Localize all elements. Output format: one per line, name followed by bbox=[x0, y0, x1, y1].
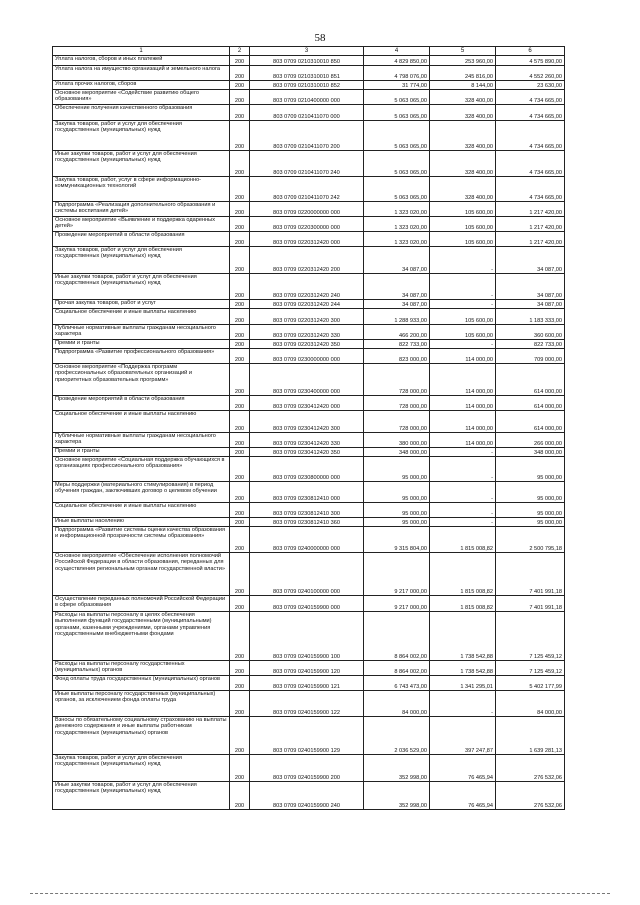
row-remainder-cell: 1 639 281,13 bbox=[496, 717, 565, 755]
row-section-cell: 200 bbox=[230, 482, 250, 503]
row-amount-cell: 34 087,00 bbox=[364, 300, 430, 309]
row-executed-cell: 105 600,00 bbox=[430, 217, 496, 232]
row-code-cell: 803 0709 0240000000 000 bbox=[250, 527, 364, 553]
row-amount-cell: 95 000,00 bbox=[364, 503, 430, 518]
row-amount-cell: 352 998,00 bbox=[364, 755, 430, 782]
table-row bbox=[53, 105, 565, 121]
row-name-cell: Закупка товаров, работ, услуг в сфере информационно-коммуникационных технологий bbox=[53, 177, 230, 202]
column-header: 3 bbox=[250, 47, 364, 56]
row-remainder-cell: 1 217 420,00 bbox=[496, 202, 565, 217]
row-section-cell: 200 bbox=[230, 247, 250, 274]
row-amount-cell: 6 743 473,00 bbox=[364, 676, 430, 691]
row-amount-cell: 380 000,00 bbox=[364, 433, 430, 448]
row-remainder-cell: 84 000,00 bbox=[496, 691, 565, 717]
row-amount-cell: 84 000,00 bbox=[364, 691, 430, 717]
row-section-cell: 200 bbox=[230, 612, 250, 661]
row-remainder-cell: 614 000,00 bbox=[496, 396, 565, 411]
row-section-cell: 200 bbox=[230, 274, 250, 300]
row-code-cell: 803 0709 0240159900 000 bbox=[250, 596, 364, 612]
row-executed-cell: 1 815 008,82 bbox=[430, 596, 496, 612]
table-row bbox=[53, 66, 565, 81]
row-section-cell: 200 bbox=[230, 364, 250, 396]
row-amount-cell: 352 998,00 bbox=[364, 782, 430, 810]
row-section-cell: 200 bbox=[230, 309, 250, 325]
row-executed-cell: 1 738 542,88 bbox=[430, 661, 496, 676]
row-remainder-cell: 266 000,00 bbox=[496, 433, 565, 448]
table-row bbox=[53, 340, 565, 349]
row-code-cell: 803 0709 0240159900 200 bbox=[250, 755, 364, 782]
row-name-cell: Иные закупки товаров, работ и услуг для обеспечения государственных (муниципальных) нужд bbox=[53, 151, 230, 177]
row-section-cell: 200 bbox=[230, 300, 250, 309]
row-section-cell: 200 bbox=[230, 661, 250, 676]
row-remainder-cell: 276 532,06 bbox=[496, 755, 565, 782]
table-row bbox=[53, 232, 565, 247]
row-code-cell: 803 0709 0230812410 300 bbox=[250, 503, 364, 518]
table-row bbox=[53, 151, 565, 177]
row-name-cell: Проведение мероприятий в области образования bbox=[53, 396, 230, 411]
row-remainder-cell: 7 125 459,12 bbox=[496, 612, 565, 661]
row-executed-cell: 76 465,94 bbox=[430, 782, 496, 810]
row-amount-cell: 31 774,00 bbox=[364, 81, 430, 90]
row-name-cell: Основное мероприятие «Содействие развитию общего образования» bbox=[53, 90, 230, 105]
row-executed-cell: 114 000,00 bbox=[430, 411, 496, 433]
row-name-cell: Осуществление переданных полномочий Российской Федерации в сфере образования bbox=[53, 596, 230, 612]
table-row bbox=[53, 553, 565, 596]
page-number: 58 bbox=[314, 32, 326, 44]
row-remainder-cell: 614 000,00 bbox=[496, 411, 565, 433]
row-section-cell: 200 bbox=[230, 691, 250, 717]
row-code-cell: 803 0709 0230812410 000 bbox=[250, 482, 364, 503]
row-executed-cell: 8 144,00 bbox=[430, 81, 496, 90]
row-amount-cell: 95 000,00 bbox=[364, 482, 430, 503]
row-executed-cell: 105 600,00 bbox=[430, 202, 496, 217]
row-remainder-cell: 1 217 420,00 bbox=[496, 232, 565, 247]
row-remainder-cell: 276 532,06 bbox=[496, 782, 565, 810]
row-section-cell: 200 bbox=[230, 396, 250, 411]
row-code-cell: 803 0709 0220312420 300 bbox=[250, 309, 364, 325]
row-amount-cell: 5 063 065,00 bbox=[364, 177, 430, 202]
table-row bbox=[53, 518, 565, 527]
table-row bbox=[53, 177, 565, 202]
table-row bbox=[53, 202, 565, 217]
row-executed-cell: 328 400,00 bbox=[430, 151, 496, 177]
table-row bbox=[53, 349, 565, 364]
row-amount-cell: 9 217 000,00 bbox=[364, 553, 430, 596]
row-name-cell: Иные закупки товаров, работ и услуг для обеспечения государственных (муниципальных) нужд bbox=[53, 782, 230, 810]
row-code-cell: 803 0709 0220312420 330 bbox=[250, 325, 364, 340]
row-name-cell: Иные выплаты населению bbox=[53, 518, 230, 527]
row-remainder-cell: 7 125 459,12 bbox=[496, 661, 565, 676]
row-amount-cell: 822 733,00 bbox=[364, 340, 430, 349]
table-row bbox=[53, 411, 565, 433]
table-row bbox=[53, 121, 565, 151]
table-row bbox=[53, 325, 565, 340]
table-header-row bbox=[53, 47, 565, 56]
row-section-cell: 200 bbox=[230, 457, 250, 482]
row-amount-cell: 4 798 076,00 bbox=[364, 66, 430, 81]
row-section-cell: 200 bbox=[230, 81, 250, 90]
row-name-cell: Уплата прочих налогов, сборов bbox=[53, 81, 230, 90]
row-code-cell: 803 0709 0220312420 200 bbox=[250, 247, 364, 274]
row-name-cell: Основное мероприятие «Обеспечение исполнения полномочий Российской Федерации в области образования, переданных для осуществления региональным органам государственной власти» bbox=[53, 553, 230, 596]
row-amount-cell: 5 063 065,00 bbox=[364, 121, 430, 151]
row-section-cell: 200 bbox=[230, 596, 250, 612]
row-section-cell: 200 bbox=[230, 177, 250, 202]
row-name-cell: Подпрограмма «Развитие системы оценки качества образования и информационной прозрачности системы образования» bbox=[53, 527, 230, 553]
row-remainder-cell: 5 402 177,99 bbox=[496, 676, 565, 691]
row-name-cell: Иные выплаты персоналу государственных (муниципальных) органов, за исключением фонда оплаты труда bbox=[53, 691, 230, 717]
row-amount-cell: 5 063 065,00 bbox=[364, 151, 430, 177]
row-name-cell: Основное мероприятие «Выявление и поддержка одаренных детей» bbox=[53, 217, 230, 232]
row-code-cell: 803 0709 0220312420 000 bbox=[250, 232, 364, 247]
row-remainder-cell: 614 000,00 bbox=[496, 364, 565, 396]
row-remainder-cell: 95 000,00 bbox=[496, 503, 565, 518]
row-section-cell: 200 bbox=[230, 553, 250, 596]
row-section-cell: 200 bbox=[230, 151, 250, 177]
row-name-cell: Премии и гранты bbox=[53, 448, 230, 457]
row-executed-cell: 328 400,00 bbox=[430, 177, 496, 202]
row-code-cell: 803 0709 0220312420 244 bbox=[250, 300, 364, 309]
row-name-cell: Публичные нормативные выплаты гражданам несоциального характера bbox=[53, 433, 230, 448]
table-body bbox=[53, 56, 565, 810]
row-remainder-cell: 348 000,00 bbox=[496, 448, 565, 457]
row-code-cell: 803 0709 0230812410 360 bbox=[250, 518, 364, 527]
row-amount-cell: 728 000,00 bbox=[364, 411, 430, 433]
row-code-cell: 803 0709 0240159900 100 bbox=[250, 612, 364, 661]
row-section-cell: 200 bbox=[230, 349, 250, 364]
row-name-cell: Закупка товаров, работ и услуг для обеспечения государственных (муниципальных) нужд bbox=[53, 247, 230, 274]
row-amount-cell: 348 000,00 bbox=[364, 448, 430, 457]
row-section-cell: 200 bbox=[230, 717, 250, 755]
row-executed-cell: 1 341 295,01 bbox=[430, 676, 496, 691]
row-remainder-cell: 95 000,00 bbox=[496, 457, 565, 482]
row-code-cell: 803 0709 0230412420 350 bbox=[250, 448, 364, 457]
row-code-cell: 803 0709 0240159900 240 bbox=[250, 782, 364, 810]
table-row bbox=[53, 81, 565, 90]
row-executed-cell: - bbox=[430, 691, 496, 717]
row-amount-cell: 728 000,00 bbox=[364, 364, 430, 396]
row-section-cell: 200 bbox=[230, 56, 250, 66]
row-executed-cell: - bbox=[430, 448, 496, 457]
row-remainder-cell: 1 217 420,00 bbox=[496, 217, 565, 232]
row-executed-cell: 1 738 542,88 bbox=[430, 612, 496, 661]
row-remainder-cell: 2 500 795,18 bbox=[496, 527, 565, 553]
table-row bbox=[53, 691, 565, 717]
row-section-cell: 200 bbox=[230, 325, 250, 340]
row-section-cell: 200 bbox=[230, 202, 250, 217]
row-code-cell: 803 0709 0220312420 240 bbox=[250, 274, 364, 300]
row-name-cell: Социальное обеспечение и иные выплаты населению bbox=[53, 503, 230, 518]
row-section-cell: 200 bbox=[230, 782, 250, 810]
table-row bbox=[53, 56, 565, 66]
row-name-cell: Основное мероприятие «Социальная поддержка обучающихся в организациях профессионального образования» bbox=[53, 457, 230, 482]
table-row bbox=[53, 612, 565, 661]
row-code-cell: 803 0709 0220300000 000 bbox=[250, 217, 364, 232]
row-executed-cell: 328 400,00 bbox=[430, 121, 496, 151]
row-executed-cell: - bbox=[430, 300, 496, 309]
row-remainder-cell: 4 734 665,00 bbox=[496, 121, 565, 151]
table-row bbox=[53, 247, 565, 274]
row-section-cell: 200 bbox=[230, 232, 250, 247]
row-remainder-cell: 7 401 991,18 bbox=[496, 553, 565, 596]
row-code-cell: 803 0709 0230000000 000 bbox=[250, 349, 364, 364]
row-name-cell: Расходы на выплаты персоналу государственных (муниципальных) органов bbox=[53, 661, 230, 676]
row-remainder-cell: 822 733,00 bbox=[496, 340, 565, 349]
row-remainder-cell: 95 000,00 bbox=[496, 518, 565, 527]
row-code-cell: 803 0709 0220000000 000 bbox=[250, 202, 364, 217]
row-name-cell: Закупка товаров, работ и услуг для обеспечения государственных (муниципальных) нужд bbox=[53, 121, 230, 151]
row-section-cell: 200 bbox=[230, 433, 250, 448]
row-section-cell: 200 bbox=[230, 105, 250, 121]
row-amount-cell: 823 000,00 bbox=[364, 349, 430, 364]
row-executed-cell: 114 000,00 bbox=[430, 396, 496, 411]
row-executed-cell: - bbox=[430, 457, 496, 482]
row-amount-cell: 8 864 002,00 bbox=[364, 612, 430, 661]
row-remainder-cell: 7 401 991,18 bbox=[496, 596, 565, 612]
row-code-cell: 803 0709 0210400000 000 bbox=[250, 90, 364, 105]
table-row bbox=[53, 274, 565, 300]
row-section-cell: 200 bbox=[230, 676, 250, 691]
row-amount-cell: 1 323 020,00 bbox=[364, 232, 430, 247]
row-remainder-cell: 34 087,00 bbox=[496, 247, 565, 274]
row-executed-cell: 397 247,87 bbox=[430, 717, 496, 755]
row-remainder-cell: 4 734 665,00 bbox=[496, 151, 565, 177]
row-remainder-cell: 4 734 665,00 bbox=[496, 105, 565, 121]
row-amount-cell: 95 000,00 bbox=[364, 518, 430, 527]
row-executed-cell: - bbox=[430, 503, 496, 518]
row-amount-cell: 1 323 020,00 bbox=[364, 217, 430, 232]
row-executed-cell: 76 465,94 bbox=[430, 755, 496, 782]
row-executed-cell: - bbox=[430, 482, 496, 503]
row-name-cell: Подпрограмма «Реализация дополнительного образования и системы воспитания детей» bbox=[53, 202, 230, 217]
row-executed-cell: 328 400,00 bbox=[430, 105, 496, 121]
row-remainder-cell: 34 087,00 bbox=[496, 300, 565, 309]
row-code-cell: 803 0709 0230800000 000 bbox=[250, 457, 364, 482]
row-name-cell: Уплата налога на имущество организаций и земельного налога bbox=[53, 66, 230, 81]
row-name-cell: Проведение мероприятий в области образования bbox=[53, 232, 230, 247]
row-executed-cell: 1 815 008,82 bbox=[430, 527, 496, 553]
table-row bbox=[53, 396, 565, 411]
row-executed-cell: 105 600,00 bbox=[430, 232, 496, 247]
row-amount-cell: 4 829 850,00 bbox=[364, 56, 430, 66]
row-code-cell: 803 0709 0240159900 129 bbox=[250, 717, 364, 755]
row-name-cell: Взносы по обязательному социальному страхованию на выплаты денежного содержания и иные выплаты работникам государственных (муниципальных) органов bbox=[53, 717, 230, 755]
row-executed-cell: 105 600,00 bbox=[430, 309, 496, 325]
row-executed-cell: 114 000,00 bbox=[430, 349, 496, 364]
row-executed-cell: 114 000,00 bbox=[430, 433, 496, 448]
row-name-cell: Закупка товаров, работ и услуг для обеспечения государственных (муниципальных) нужд bbox=[53, 755, 230, 782]
row-section-cell: 200 bbox=[230, 90, 250, 105]
row-section-cell: 200 bbox=[230, 518, 250, 527]
row-remainder-cell: 709 000,00 bbox=[496, 349, 565, 364]
table-row bbox=[53, 527, 565, 553]
row-name-cell: Публичные нормативные выплаты гражданам несоциального характера bbox=[53, 325, 230, 340]
row-code-cell: 803 0709 0230400000 000 bbox=[250, 364, 364, 396]
column-header: 4 bbox=[364, 47, 430, 56]
row-name-cell: Фонд оплаты труда государственных (муниципальных) органов bbox=[53, 676, 230, 691]
row-code-cell: 803 0709 0210411070 200 bbox=[250, 121, 364, 151]
row-section-cell: 200 bbox=[230, 411, 250, 433]
row-section-cell: 200 bbox=[230, 755, 250, 782]
row-name-cell: Расходы на выплаты персоналу в целях обеспечения выполнения функций государственными (муниципальными) органами, казенными учреждениями, органами управления государственными внебюджетными фондами bbox=[53, 612, 230, 661]
row-code-cell: 803 0709 0210310010 851 bbox=[250, 66, 364, 81]
row-executed-cell: - bbox=[430, 247, 496, 274]
row-remainder-cell: 4 575 890,00 bbox=[496, 56, 565, 66]
column-header: 5 bbox=[430, 47, 496, 56]
row-name-cell: Премии и гранты bbox=[53, 340, 230, 349]
row-name-cell: Меры поддержки (материального стимулирования) в период обучения граждан, заключивших договор о целевом обучении bbox=[53, 482, 230, 503]
row-section-cell: 200 bbox=[230, 503, 250, 518]
row-code-cell: 803 0709 0230412420 300 bbox=[250, 411, 364, 433]
row-remainder-cell: 1 183 333,00 bbox=[496, 309, 565, 325]
row-amount-cell: 5 063 065,00 bbox=[364, 105, 430, 121]
row-amount-cell: 34 087,00 bbox=[364, 247, 430, 274]
table-row bbox=[53, 457, 565, 482]
table-row bbox=[53, 300, 565, 309]
footer-rule bbox=[30, 893, 610, 894]
row-code-cell: 803 0709 0210411070 000 bbox=[250, 105, 364, 121]
table-row bbox=[53, 503, 565, 518]
row-remainder-cell: 34 087,00 bbox=[496, 274, 565, 300]
row-executed-cell: - bbox=[430, 340, 496, 349]
row-amount-cell: 728 000,00 bbox=[364, 396, 430, 411]
row-amount-cell: 8 864 002,00 bbox=[364, 661, 430, 676]
row-section-cell: 200 bbox=[230, 527, 250, 553]
table-row bbox=[53, 90, 565, 105]
row-amount-cell: 2 036 529,00 bbox=[364, 717, 430, 755]
table-row bbox=[53, 782, 565, 810]
row-remainder-cell: 23 630,00 bbox=[496, 81, 565, 90]
row-code-cell: 803 0709 0230412420 330 bbox=[250, 433, 364, 448]
row-code-cell: 803 0709 0240159900 120 bbox=[250, 661, 364, 676]
row-remainder-cell: 360 600,00 bbox=[496, 325, 565, 340]
row-code-cell: 803 0709 0210411070 242 bbox=[250, 177, 364, 202]
row-name-cell: Социальное обеспечение и иные выплаты населению bbox=[53, 309, 230, 325]
table-row bbox=[53, 309, 565, 325]
row-remainder-cell: 4 552 260,00 bbox=[496, 66, 565, 81]
row-name-cell: Социальное обеспечение и иные выплаты населению bbox=[53, 411, 230, 433]
row-section-cell: 200 bbox=[230, 121, 250, 151]
row-name-cell: Уплата налогов, сборов и иных платежей bbox=[53, 56, 230, 66]
row-code-cell: 803 0709 0210411070 240 bbox=[250, 151, 364, 177]
row-amount-cell: 9 217 000,00 bbox=[364, 596, 430, 612]
row-name-cell: Прочая закупка товаров, работ и услуг bbox=[53, 300, 230, 309]
row-code-cell: 803 0709 0240159900 121 bbox=[250, 676, 364, 691]
table-row bbox=[53, 717, 565, 755]
row-code-cell: 803 0709 0210310010 850 bbox=[250, 56, 364, 66]
row-remainder-cell: 95 000,00 bbox=[496, 482, 565, 503]
row-executed-cell: 253 960,00 bbox=[430, 56, 496, 66]
column-header: 1 bbox=[53, 47, 230, 56]
row-amount-cell: 466 200,00 bbox=[364, 325, 430, 340]
column-header: 6 bbox=[496, 47, 565, 56]
table-row bbox=[53, 661, 565, 676]
row-section-cell: 200 bbox=[230, 340, 250, 349]
table-row bbox=[53, 596, 565, 612]
row-executed-cell: 105 600,00 bbox=[430, 325, 496, 340]
row-name-cell: Иные закупки товаров, работ и услуг для обеспечения государственных (муниципальных) нужд bbox=[53, 274, 230, 300]
row-amount-cell: 9 315 804,00 bbox=[364, 527, 430, 553]
column-header: 2 bbox=[230, 47, 250, 56]
table-row bbox=[53, 217, 565, 232]
row-name-cell: Основное мероприятие «Поддержка программ профессиональных образовательных организаций и приоритетных образовательных программ» bbox=[53, 364, 230, 396]
table-row bbox=[53, 676, 565, 691]
row-section-cell: 200 bbox=[230, 66, 250, 81]
row-executed-cell: 1 815 008,82 bbox=[430, 553, 496, 596]
table-row bbox=[53, 364, 565, 396]
row-amount-cell: 95 000,00 bbox=[364, 457, 430, 482]
row-name-cell: Обеспечение получения качественного образования bbox=[53, 105, 230, 121]
row-remainder-cell: 4 734 665,00 bbox=[496, 90, 565, 105]
row-amount-cell: 34 087,00 bbox=[364, 274, 430, 300]
row-section-cell: 200 bbox=[230, 217, 250, 232]
table-row bbox=[53, 755, 565, 782]
row-executed-cell: 114 000,00 bbox=[430, 364, 496, 396]
table-row bbox=[53, 448, 565, 457]
row-executed-cell: 328 400,00 bbox=[430, 90, 496, 105]
row-remainder-cell: 4 734 665,00 bbox=[496, 177, 565, 202]
row-executed-cell: 245 816,00 bbox=[430, 66, 496, 81]
row-amount-cell: 5 063 065,00 bbox=[364, 90, 430, 105]
row-code-cell: 803 0709 0240100000 000 bbox=[250, 553, 364, 596]
table-row bbox=[53, 482, 565, 503]
row-name-cell: Подпрограмма «Развитие профессионального образования» bbox=[53, 349, 230, 364]
table-row bbox=[53, 433, 565, 448]
row-code-cell: 803 0709 0240159900 122 bbox=[250, 691, 364, 717]
row-code-cell: 803 0709 0220312420 350 bbox=[250, 340, 364, 349]
row-amount-cell: 1 288 933,00 bbox=[364, 309, 430, 325]
row-code-cell: 803 0709 0210310010 852 bbox=[250, 81, 364, 90]
row-executed-cell: - bbox=[430, 274, 496, 300]
budget-table bbox=[52, 46, 565, 810]
row-code-cell: 803 0709 0230412420 000 bbox=[250, 396, 364, 411]
row-amount-cell: 1 323 020,00 bbox=[364, 202, 430, 217]
row-section-cell: 200 bbox=[230, 448, 250, 457]
row-executed-cell: - bbox=[430, 518, 496, 527]
